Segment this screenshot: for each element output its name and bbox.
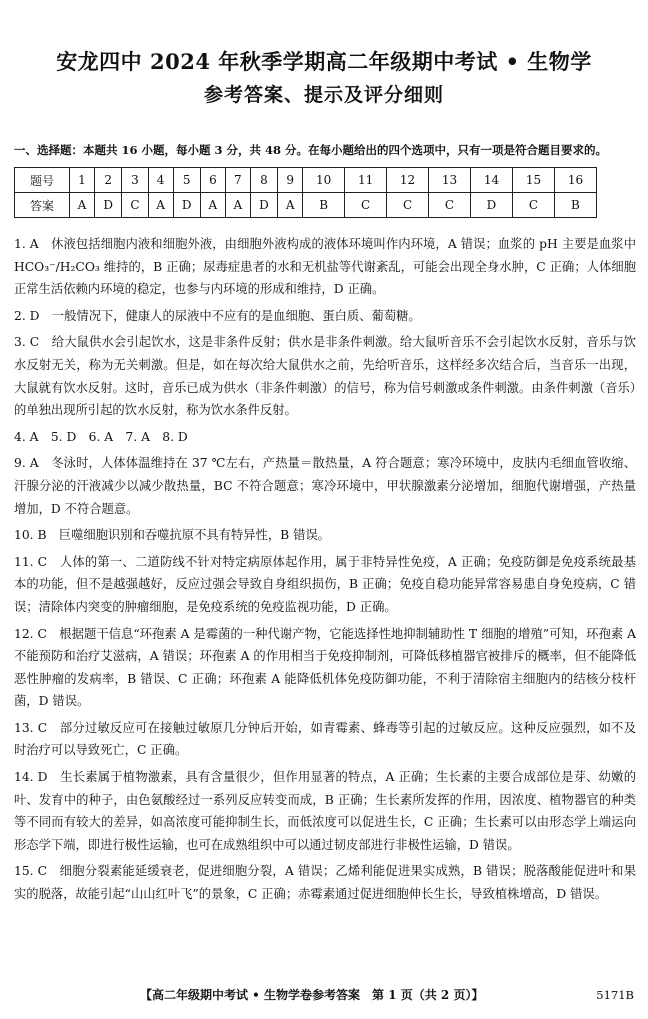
page-title: 安龙四中 2024 年秋季学期高二年级期中考试 • 生物学 xyxy=(56,49,592,74)
explanation-item: 3. C 给大鼠供水会引起饮水，这是非条件反射；供水是非条件刺激。给大鼠听音乐不会引起饮水反射，音乐与饮水反射无关，称为无关刺激。但是，如在每次给大鼠供水之前，先给听音乐，这样经多次结合后，当音乐一出现，大鼠就有饮水反射。这时，音乐已成为供水（非条件刺激）的信号，称为信号刺激或条件刺激。由条件刺激（音乐）的单独出现所引起的饮水反射，称为饮水条件反射。 xyxy=(14,335,636,418)
explanation-item: 1. A 休液包括细胞内液和细胞外液，由细胞外液构成的液体环境叫作内环境，A 错误；血浆的 pH 主要是血浆中 HCO₃⁻/H₂CO₃ 维持的，B 正确；尿毒症患者的水和无机盐等代谢紊乱，可能会出现全身水肿，C 正确；人体细胞正常生活依赖内环境的稳定，也参与内环境的形成和维持，D 正确。 xyxy=(14,237,636,297)
section-heading: 一、选择题：本题共 16 小题，每小题 3 分，共 48 分。在每小题给出的四个选项中，只有一项是符合题目要求的。 xyxy=(14,143,608,157)
explanation-item: 14. D 生长素属于植物激素，具有含量很少，但作用显著的特点，A 正确；生长素的主要合成部位是芽、幼嫩的叶、发育中的种子，由色氨酸经过一系列反应转变而成，B 正确；生长素所发挥的作用，因浓度、植物器官的种类等不同而有较大的差异，如高浓度可能抑制生长，而低浓度可以促进生长，C 正确；生长素可以由形态学上端运向形态学下端，即进行极性运输，也可在成熟组织中可以通过韧皮部进行非极性运输，D 错误。 xyxy=(14,770,636,852)
question-number-cell: 13 xyxy=(429,168,471,193)
explanations xyxy=(14,233,636,910)
question-number-cell: 1 xyxy=(70,168,95,193)
explanation-item: 11. C 人体的第一、二道防线不针对特定病原体起作用，属于非特异性免疫，A 正确；免疫防御是免疫系统最基本的功能，但不是越强越好，反应过强会导致自身组织损伤，B 正确；免疫自稳功能异常容易患自身免疫病，C 错误；清除体内突变的肿瘤细胞，是免疫系统的免疫监视功能，D 正确。 xyxy=(14,554,636,614)
explanation-item: 13. C 部分过敏反应可在接触过敏原几分钟后开始，如青霉素、蜂毒等引起的过敏反应。这种反应强烈，如不及时治疗可以导致死亡，C 正确。 xyxy=(14,720,636,758)
answer-table-answer-row xyxy=(15,193,597,218)
answer-cell: C xyxy=(512,193,554,218)
explanation-item: 15. C 细胞分裂素能延缓衰老，促进细胞分裂，A 错误；乙烯利能促进果实成熟，B 错误；脱落酸能促进叶和果实的脱落，故能引起“山山红叶飞”的景象，C 正确；赤霉素通过促进细胞伸长生长，导致植株增高，D 错误。 xyxy=(14,864,636,902)
question-number-cell: 5 xyxy=(173,168,200,193)
document-code: 5171B xyxy=(596,988,634,1002)
answer-cell: D xyxy=(471,193,513,218)
question-number-cell: 11 xyxy=(345,168,387,193)
answer-cell: A xyxy=(278,193,303,218)
explanation-item: 4. A 5. D 6. A 7. A 8. D xyxy=(14,429,188,444)
answer-cell: C xyxy=(387,193,429,218)
question-number-cell: 9 xyxy=(278,168,303,193)
question-number-cell: 14 xyxy=(471,168,513,193)
answer-cell: A xyxy=(225,193,250,218)
page-subtitle: 参考答案、提示及评分细则 xyxy=(203,84,444,106)
answer-cell: A xyxy=(200,193,225,218)
question-number-cell: 2 xyxy=(94,168,121,193)
question-number-cell: 12 xyxy=(387,168,429,193)
question-number-cell: 3 xyxy=(122,168,148,193)
answer-cell: A xyxy=(148,193,173,218)
answer-table-number-row xyxy=(15,168,597,193)
question-number-cell: 8 xyxy=(250,168,277,193)
answer-cell: D xyxy=(94,193,121,218)
page-footer: 【高二年级期中考试 • 生物学卷参考答案 第 1 页（共 2 页）】 xyxy=(140,988,484,1002)
question-number-cell: 16 xyxy=(554,168,596,193)
answer-table xyxy=(14,167,597,218)
explanation-item: 9. A 冬泳时，人体体温维持在 37 ℃左右，产热量＝散热量，A 符合题意；寒冷环境中，皮肤内毛细血管收缩、汗腺分泌的汗液减少以减少散热量，BC 不符合题意；寒冷环境中，甲状腺激素分泌增加，细胞代谢增强，产热量增加，D 不符合题意。 xyxy=(14,456,636,516)
row-label-answer: 答案 xyxy=(15,193,70,218)
question-number-cell: 4 xyxy=(148,168,173,193)
question-number-cell: 6 xyxy=(200,168,225,193)
question-number-cell: 15 xyxy=(512,168,554,193)
answer-cell: D xyxy=(173,193,200,218)
answer-cell: B xyxy=(554,193,596,218)
answer-cell: C xyxy=(122,193,148,218)
row-label-number: 题号 xyxy=(15,168,70,193)
answer-cell: C xyxy=(429,193,471,218)
answer-cell: C xyxy=(345,193,387,218)
explanation-item: 12. C 根据题干信息“环孢素 A 是霉菌的一种代谢产物，它能选择性地抑制辅助性 T 细胞的增殖”可知，环孢素 A 不能预防和治疗艾滋病，A 错误；环孢素 A 的作用相当于免疫抑制剂，可降低移植器官被排斥的概率，但不能降低恶性肿瘤的发病率，B 错误、C 正确；环孢素 A 能降低机体免疫防御功能，不利于清除宿主细胞内的结核分枝杆菌，D 错误。 xyxy=(14,626,636,709)
answer-cell: A xyxy=(70,193,95,218)
explanation-item: 10. B 巨噬细胞识别和吞噬抗原不具有特异性，B 错误。 xyxy=(14,528,330,543)
answer-cell: B xyxy=(303,193,345,218)
question-number-cell: 7 xyxy=(225,168,250,193)
answer-cell: D xyxy=(250,193,277,218)
question-number-cell: 10 xyxy=(303,168,345,193)
explanation-item: 2. D 一般情况下，健康人的尿液中不应有的是血细胞、蛋白质、葡萄糖。 xyxy=(14,308,421,323)
